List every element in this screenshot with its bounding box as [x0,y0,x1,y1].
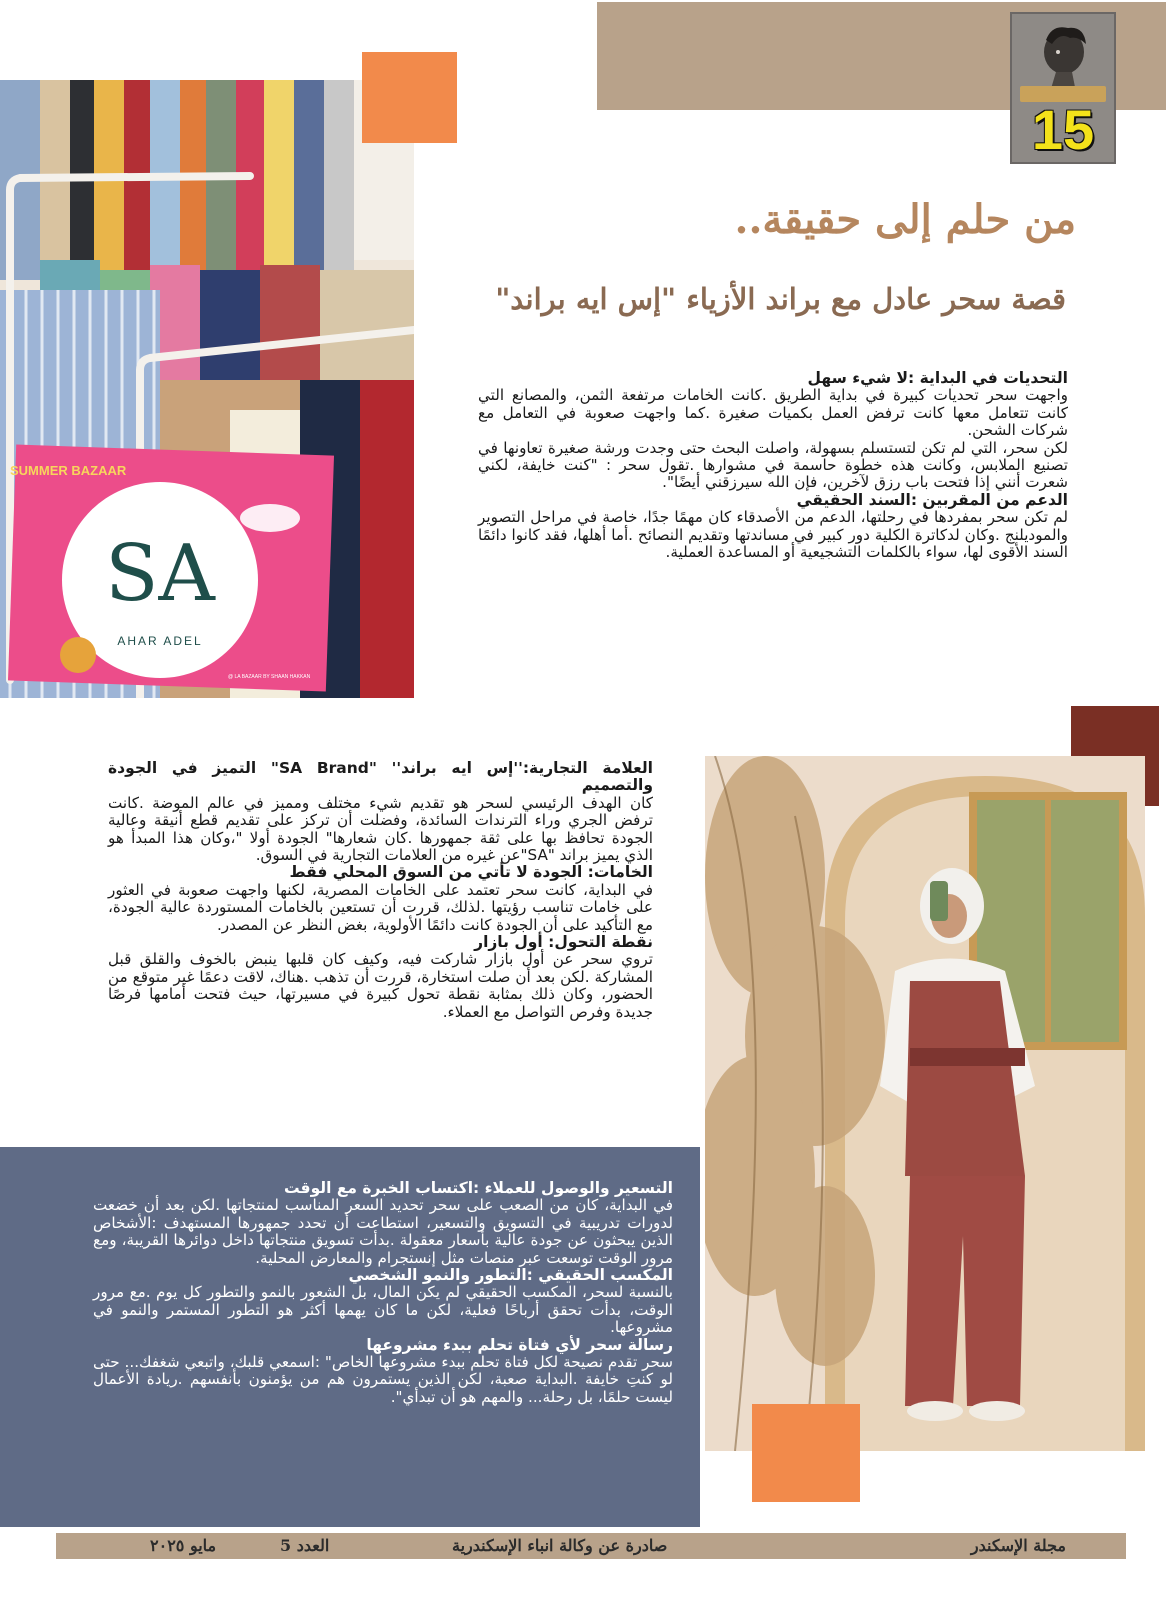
sign-top-text: SUMMER BAZAAR [10,463,127,478]
section-heading: الخامات: الجودة لا تأتي من السوق المحلي فقط [289,863,653,882]
section-paragraph: كان الهدف الرئيسي لسحر هو تقديم شيء مختلف ومميز في عالم الموضة .كانت ترفض الجري وراء الترندات السائدة، وفضلت أن تركز على تقديم قطع أنيقة وعالية الجودة تحافظ بها على ثقة جمهورها .كان شعارها" الجودة أولا "،وكان هذا المبدأ هو الذي يميز براند "SA"عن غيره من العلامات التجارية في السوق. [108,793,653,865]
section-heading: المكسب الحقيقي :التطور والنمو الشخصي [348,1266,673,1285]
section-heading: رسالة سحر لأي فتاة تحلم ببدء مشروعها [366,1335,673,1354]
section-paragraph: لكن سحر، التي لم تكن لتستسلم بسهولة، واصلت البحث حتى وجدت ورشة صغيرة تعاونها في تصنيع الملابس، وكانت هذه خطوة حاسمة في مشوارها .تقول سحر : "كنت خايفة، لكني شعرت أنني إذا فتحت باب رزق لآخرين، فإن الله سيرزقني أيضًا". [478,438,1068,492]
section-paragraph: واجهت سحر تحديات كبيرة في بداية الطريق .كانت الخامات مرتفعة الثمن، والمصانع التي كانت تتعامل معها كانت ترفض العمل بكميات صغيرة .كما واجهت صعوبة في التعامل مع شركات الشحن. [478,386,1068,440]
section-paragraph: لم تكن سحر بمفردها في رحلتها، الدعم من الأصدقاء كان مهمًا جدًا، خاصة في مراحل التصوير والموديلنج .وكان لدكاترة الكلية دور كبير في مساندتها وتقديم النصائح .أما أهلها، فقد كانوا دائمًا السند الأقوى لها، سواء بالكلمات التشجيعية أو المساعدة العملية. [478,508,1068,562]
sign-footer-text: @ LA BAZAAR BY SHAAN HAKKAN [228,674,311,680]
section-heading: التحديات في البداية :لا شيء سهل [807,369,1068,387]
article-block-3 [93,1180,673,1406]
section-heading: العلامة التجارية:''إس ايه براند'' "SA Brand" التميز في الجودة والتصميم [108,759,653,795]
page-title: من حلم إلى حقيقة.. [734,196,1076,243]
section-paragraph: بالنسبة لسحر، المكسب الحقيقي لم يكن المال، بل الشعور بالنمو والتطور كل يوم .مع مرور الوقت، بدأت تحقق أرباحًا فعلية، لكن ما كان يهمها أكثر هو التطور المستمر والنمو في مشروعها. [93,1283,673,1337]
section-heading: الدعم من المقربين :السند الحقيقي [796,490,1068,509]
magazine-logo [1010,12,1116,164]
article-block-1 [478,370,1068,561]
page-subtitle: قصة سحر عادل مع براند الأزياء "إس ايه براند" [495,282,1066,316]
footer-date: مايو ٢٠٢٥ [150,1536,217,1555]
section-heading: نقطة التحول: أول بازار [474,933,653,952]
section-paragraph: تروي سحر عن أول بازار شاركت فيه، وكيف كان قلبها ينبض بالخوف والقلق قبل المشاركة .لكن بعد أن صلت استخارة، قررت أن تذهب .هناك، لاقت دعمًا غير متوقع من الحضور، وكان ذلك بمثابة نقطة تحول كبيرة في مسيرتها، حيث فتحت أمامها فرصًا جديدة وفرص التواصل مع العملاء. [108,950,653,1021]
article-block-2 [108,760,653,1021]
decorative-orange-square [362,52,457,143]
footer-source: صادرة عن وكالة انباء الإسكندرية [452,1536,668,1555]
sign-logo-text: SA [105,529,215,619]
section-paragraph: سحر تقدم نصيحة لكل فتاة تحلم ببدء مشروعها الخاص" :اسمعي قلبك، واتبعي شغفك... حتى لو كنتِ خايفة .البداية صعبة، لكن الذين يستمرون هم من يؤمنون بأنفسهم .ريادة الأعمال ليست حلمًا، بل رحلة... والمهم هو أن تبدأي". [93,1353,673,1406]
section-heading: التسعير والوصول للعملاء :اكتساب الخبرة مع الوقت [284,1179,673,1197]
decorative-orange-square [752,1404,860,1502]
footer-magazine-name: مجلة الإسكندر [970,1536,1066,1555]
section-paragraph: في البداية، كان من الصعب على سحر تحديد السعر المناسب لمنتجاتها .لكن بعد أن خضعت لدورات تدريبية في التسويق والتسعير، استطاعت أن تحدد جمهورها المستهدف :الأشخاص الذين يبحثون عن جودة عالية بأسعار معقولة .بدأت تسويق منتجاتها داخل دوائرها القريبة، ومع مرور الوقت توسعت عبر منصات مثل إنستجرام والمعارض المحلية. [93,1196,673,1267]
page-number: 15 [1031,98,1095,161]
statue-head-icon [1030,22,1094,92]
clothing-rack-photo [0,80,414,698]
mirror-selfie-photo [705,756,1145,1451]
footer-issue: العدد 5 [280,1536,330,1555]
section-paragraph: في البداية، كانت سحر تعتمد على الخامات المصرية، لكنها واجهت صعوبة في العثور على خامات تناسب رؤيتها .لذلك، قررت أن تستعين بالخامات المستوردة عالية الجودة، مع التأكيد على أن الجودة كانت دائمًا الأولوية، بغض النظر عن المصدر. [108,880,653,934]
sign-name-text: AHAR ADEL [117,634,203,648]
